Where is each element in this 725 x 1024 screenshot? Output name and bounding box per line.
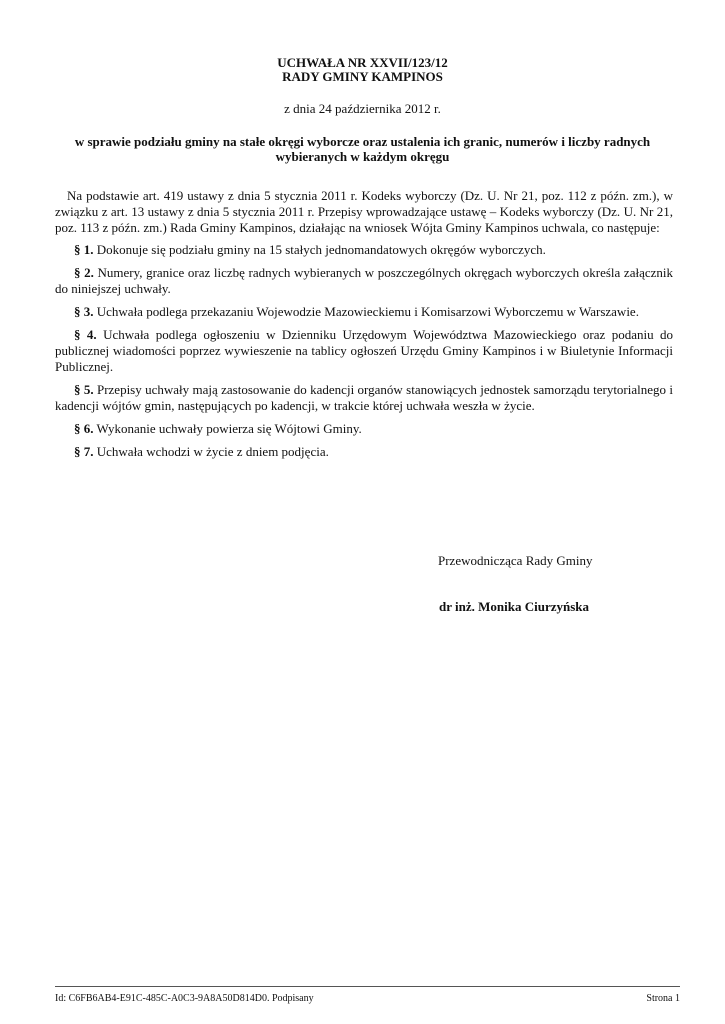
council-name: RADY GMINY KAMPINOS	[282, 69, 443, 84]
resolution-body	[55, 188, 673, 467]
resolution-number: UCHWAŁA NR XXVII/123/12	[277, 55, 448, 70]
paragraph-text: Uchwała wchodzi w życie z dniem podjęcia.	[93, 444, 329, 459]
preamble: Na podstawie art. 419 ustawy z dnia 5 stycznia 2011 r. Kodeks wyborczy (Dz. U. Nr 21, poz. 112 z późn. zm.), w związku z art. 13 ustawy z dnia 5 stycznia 2011 r. Przepisy wprowadzające ustawę – Kodeks wyborczy (Dz. U. Nr 21, poz. 113 z późn. zm.) Rada Gminy Kampinos, działając na wniosek Wójta Gminy Kampinos uchwala, co następuje:	[55, 188, 673, 235]
document-id: Id: C6FB6AB4-E91C-485C-A0C3-9A8A50D814D0. Podpisany	[55, 993, 314, 1004]
paragraph-3	[55, 304, 673, 320]
paragraph-6	[55, 421, 673, 437]
paragraph-number: § 1.	[74, 242, 94, 257]
paragraph-number: § 7.	[74, 444, 94, 459]
paragraph-number: § 3.	[74, 304, 94, 319]
paragraph-text: Uchwała podlega ogłoszeniu w Dzienniku Urzędowym Województwa Mazowieckiego oraz podaniu do publicznej wiadomości poprzez wywieszenie na tablicy ogłoszeń Urzędu Gminy Kampinos i w Biuletynie Informacji Publicznej.	[55, 327, 674, 374]
paragraph-text: Numery, granice oraz liczbę radnych wybieranych w poszczególnych okręgach wyborczych określa załącznik do niniejszej uchwały.	[55, 265, 673, 296]
paragraph-text: Przepisy uchwały mają zastosowanie do kadencji organów stanowiących jednostek samorządu terytorialnego i kadencji wójtów gmin, następujących po kadencji, w trakcie której uchwała weszła w życie.	[55, 382, 673, 413]
resolution-date: z dnia 24 października 2012 r.	[284, 101, 441, 116]
paragraph-text: Dokonuje się podziału gminy na 15 stałych jednomandatowych okręgów wyborczych.	[93, 242, 546, 257]
paragraph-number: § 6.	[74, 421, 94, 436]
paragraph-text: Uchwała podlega przekazaniu Wojewodzie Mazowieckiemu i Komisarzowi Wyborczemu w Warszawie.	[93, 304, 639, 319]
paragraph-number: § 5.	[74, 382, 94, 397]
paragraph-number: § 4.	[74, 327, 97, 342]
resolution-subject: w sprawie podziału gminy na stałe okręgi wyborcze oraz ustalenia ich granic, numerów i liczby radnych wybieranych w każdym okręgu	[74, 134, 651, 164]
signatory-role: Przewodnicząca Rady Gminy	[438, 553, 593, 568]
paragraph-2	[55, 265, 673, 297]
paragraph-5	[55, 382, 673, 414]
paragraph-number: § 2.	[74, 265, 94, 280]
paragraph-4	[55, 327, 673, 375]
paragraph-1	[55, 242, 673, 258]
page-number: Strona 1	[646, 993, 680, 1004]
paragraph-text: Wykonanie uchwały powierza się Wójtowi Gminy.	[93, 421, 362, 436]
signatory-name: dr inż. Monika Ciurzyńska	[439, 599, 590, 614]
paragraph-7	[55, 444, 673, 460]
footer-divider	[55, 986, 680, 987]
